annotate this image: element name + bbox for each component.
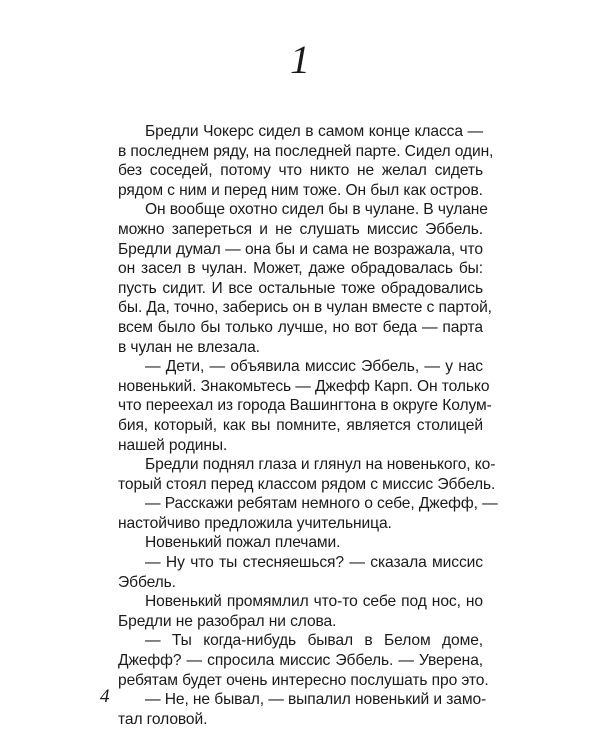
text-line: — Ты когда-нибудь бывал в Белом доме, bbox=[145, 632, 483, 650]
paragraph bbox=[118, 690, 487, 729]
text-line: всем было бы только лучше, но вот беда — парта bbox=[118, 318, 483, 336]
text-line: — Ну что ты стесняешься? — сказала миссис bbox=[145, 554, 483, 572]
paragraph bbox=[118, 455, 496, 494]
text-line: — Расскажи ребятам немного о себе, Джефф, — bbox=[145, 495, 498, 513]
text-line: в чулан не влезала. bbox=[118, 338, 260, 356]
text-line: Он вообще охотно сидел бы в чулане. В чулане bbox=[145, 201, 488, 219]
paragraph bbox=[118, 200, 492, 357]
text-line: Бредли думал — она бы и сама не возражала, что bbox=[118, 240, 483, 258]
text-line: Новенький пожал плечами. bbox=[145, 534, 341, 552]
text-line: Эббель. bbox=[118, 573, 176, 591]
text-line: торый стоял перед классом рядом с миссис Эббель. bbox=[118, 475, 496, 493]
text-line: бы. Да, точно, заберись он в чулан вместе с партой, bbox=[118, 299, 492, 317]
paragraph bbox=[118, 533, 483, 553]
text-line: тал головой. bbox=[118, 710, 208, 728]
paragraph bbox=[118, 122, 494, 200]
text-line: — Не, не бывал, — выпалил новенький и замо- bbox=[145, 691, 487, 709]
text-line: в последнем ряду, на последней парте. Сидел один, bbox=[118, 142, 494, 160]
text-line: рядом с ним и перед ним тоже. Он был как остров. bbox=[118, 181, 483, 199]
paragraph bbox=[118, 553, 483, 592]
paragraph bbox=[118, 631, 489, 690]
text-line: новенький. Знакомьтесь — Джефф Карп. Он только bbox=[118, 377, 490, 395]
text-line: Бредли не разобрал ни слова. bbox=[118, 612, 337, 630]
text-line: можно запереться и не слушать миссис Эббель. bbox=[118, 220, 483, 238]
text-line: без соседей, потому что никто не желал сидеть bbox=[118, 162, 483, 180]
text-line: нашей родины. bbox=[118, 436, 228, 454]
page-number: 4 bbox=[100, 686, 110, 707]
text-line: бия, который, как вы помните, является столицей bbox=[118, 416, 483, 434]
text-line: ребятам будет очень интересно послушать про это. bbox=[118, 671, 489, 689]
paragraph bbox=[118, 494, 498, 533]
text-line: настойчиво предложила учительница. bbox=[118, 514, 392, 532]
paragraph bbox=[118, 357, 492, 455]
text-line: Новенький промямлил что-то себе под нос, но bbox=[145, 593, 483, 611]
text-line: Бредли поднял глаза и глянул на новенького, ко- bbox=[145, 456, 496, 474]
text-line: он засел в чулан. Может, даже обрадовалась бы: bbox=[118, 260, 483, 278]
chapter-number: 1 bbox=[290, 37, 310, 82]
text-line: — Дети, — объявила миссис Эббель, — у нас bbox=[145, 358, 483, 376]
paragraph bbox=[118, 592, 483, 631]
text-line: Бредли Чокерс сидел в самом конце класса — bbox=[145, 123, 483, 140]
text-line: Джефф? — спросила миссис Эббель. — Уверена, bbox=[118, 652, 483, 670]
text-line: что переехал из города Вашингтона в округе Колум- bbox=[118, 397, 492, 415]
body-text bbox=[118, 122, 498, 729]
text-line: пусть сидит. И все остальные тоже обрадовались bbox=[118, 279, 483, 297]
